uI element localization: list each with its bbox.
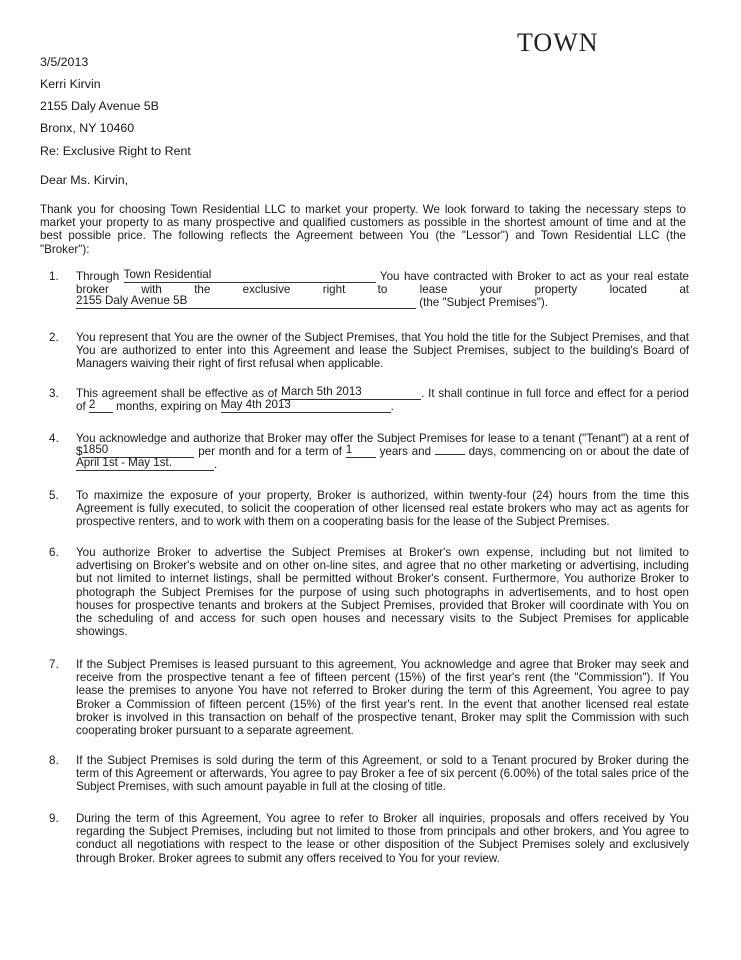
clause-1 — [49, 270, 689, 310]
commencement-date-value: April 1st - May 1st. — [76, 456, 172, 470]
clause-text: During the term of this Agreement, You agree to refer to Broker all inquiries, proposals and offers received by You regarding the Subject Premises, including but not limited to those from principals and other brokers, and You agree to conduct all negotiations with respect to the lease or other disposition of the Subject Premises solely and exclusively through Broker. Broker agrees to submit any offers received to You for your review. — [76, 812, 689, 865]
clause-text: . — [214, 458, 218, 472]
clause-number: 1. — [49, 270, 59, 283]
expiring-date-value: May 4th 2013 — [220, 398, 291, 412]
effective-date-field[interactable] — [281, 385, 421, 400]
clause-text: You acknowledge and authorize that Broker may offer the Subject Premises for lease to a tenant ("Tenant") at a rent of $ — [76, 432, 689, 459]
clause-9 — [49, 812, 689, 865]
clause-text: This agreement shall be effective as of — [76, 387, 278, 400]
clause-number: 2. — [49, 331, 59, 344]
clause-2 — [49, 331, 689, 371]
town-logo: TOWN — [517, 28, 599, 57]
clause-number: 3. — [49, 387, 59, 400]
clause-text: per month and for a term of — [198, 445, 343, 459]
clause-8 — [49, 754, 689, 794]
recipient-name: Kerri Kirvin — [40, 77, 101, 91]
clause-number: 9. — [49, 812, 59, 825]
recipient-city: Bronx, NY 10460 — [40, 121, 135, 135]
clause-3 — [49, 387, 689, 413]
address-field[interactable] — [76, 294, 416, 309]
clause-text: If the Subject Premises is sold during the term of this Agreement, or sold to a Tenant procured by Broker during the term of this Agreement or afterwards, You agree to pay Broker a fee of six percent (6.00%) of the total sales price of the Subject Premises, with such amount payable in full at the closing of title. — [76, 754, 689, 794]
clause-text: (the "Subject Premises"). — [419, 296, 548, 310]
clause-text: years and — [379, 445, 432, 459]
address-value: 2155 Daly Avenue 5B — [76, 294, 188, 308]
clause-4 — [49, 432, 689, 472]
clause-text: days, commencing on or about the date of — [468, 445, 689, 459]
clause-number: 4. — [49, 432, 59, 445]
clause-text: You have contracted with Broker to act as your real estate broker with the exclusive right to lease your property located at — [76, 270, 689, 297]
effective-date-value: March 5th 2013 — [281, 385, 362, 398]
clause-number: 8. — [49, 754, 59, 767]
period-value: 2 — [88, 398, 96, 412]
clause-number: 7. — [49, 658, 59, 671]
rent-value: 1850 — [82, 443, 109, 457]
through-field[interactable] — [123, 268, 376, 283]
clause-text: Through — [76, 270, 120, 283]
clause-7 — [49, 658, 689, 737]
clause-text: months, expiring on — [116, 400, 218, 414]
letter-header — [40, 51, 440, 139]
recipient-street: 2155 Daly Avenue 5B — [40, 99, 159, 113]
clause-text: You authorize Broker to advertise the Subject Premises at Broker's own expense, including but not limited to advertising on Broker's website and on other on-line sites, and agree that no other marketing or advertising, including but not limited to internet listings, shall be permitted without Broker's consent. Furthermore, You authorize Broker to photograph the Subject Premises for the purpose of using such photographs in advertisements, and to host open houses for prospective tenants and brokers at the Subject Premises, provided that Broker will coordinate with You on the scheduling of and access for such open houses and necessary visits to the Subject Premises for applicable showings. — [76, 546, 689, 639]
term-years-value: 1 — [345, 443, 353, 457]
clause-number: 6. — [49, 546, 59, 559]
period-field[interactable] — [88, 398, 113, 413]
intro-paragraph: Thank you for choosing Town Residential LLC to market your property. We look forward to taking the necessary steps to market your property to as many prospective and qualified customers as possible in the shortest amount of time and at the best possible price. The following reflects the Agreement between You (the "Lessor") and Town Residential LLC (the "Broker"): — [40, 203, 686, 256]
salutation: Dear Ms. Kirvin, — [40, 173, 129, 187]
term-years-field[interactable] — [345, 443, 376, 458]
clause-text: . — [390, 400, 394, 414]
clause-number: 5. — [49, 489, 59, 502]
clause-6 — [49, 546, 689, 638]
letter-date: 3/5/2013 — [40, 55, 89, 69]
clause-text: . It shall continue in full force and effect for a period of — [76, 387, 689, 414]
term-days-field[interactable] — [435, 454, 465, 455]
clause-text: To maximize the exposure of your property, Broker is authorized, within twenty-four (24) hours from the time this Agreement is fully executed, to solicit the cooperation of other licensed real estate brokers who may act as agents for prospective renters, and to work with them on a cooperating basis for the lease of the Subject Premises. — [76, 489, 689, 529]
commencement-date-field[interactable] — [76, 456, 214, 471]
clause-text: You represent that You are the owner of the Subject Premises, that You hold the title for the Subject Premises, and that You are authorized to enter into this Agreement and lease the Subject Premises, subject to the building's Board of Managers waiving their right of first refusal when applicable. — [76, 331, 689, 371]
subject-line: Re: Exclusive Right to Rent — [40, 144, 191, 158]
clause-text: If the Subject Premises is leased pursuant to this agreement, You acknowledge and agree that Broker may seek and receive from the prospective tenant a fee of fifteen percent (15%) of the first year's rent (the "Commission"). If You lease the premises to anyone You have not referred to Broker during the term of this Agreement, You agree to pay Broker a Commission of fifteen percent (15%) of the first year's rent. In the event that another licensed real estate broker is involved in this transaction on behalf of the prospective tenant, Broker may split the Commission with such cooperating broker pursuant to a separate agreement. — [76, 658, 689, 738]
expiring-date-field[interactable] — [220, 398, 391, 413]
through-value: Town Residential — [123, 268, 212, 281]
clause-5 — [49, 489, 689, 529]
